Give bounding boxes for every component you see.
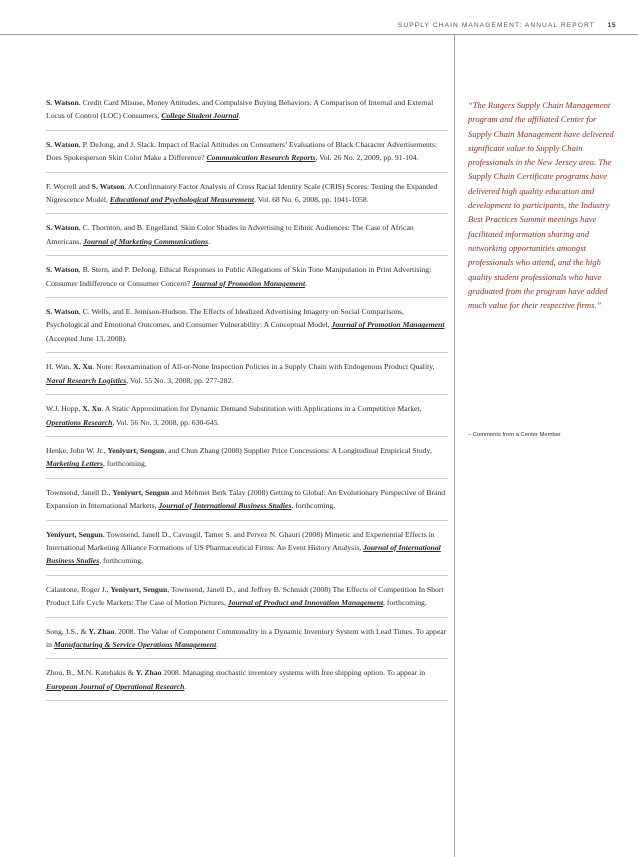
- journal-title: Operations Research: [46, 417, 113, 427]
- citation-text: , Vol. 55 No. 3, 2008, pp. 277-282.: [126, 375, 234, 385]
- citation-text: . 2008. The Value of Component Commonality in a Dynamic Inventory System with Lead Times. To appear in: [46, 626, 447, 649]
- reference-entry: [46, 138, 448, 173]
- journal-title: Marketing Letters: [46, 459, 104, 469]
- reference-entry: [46, 583, 448, 618]
- journal-title: Journal of Promotion Management: [192, 278, 306, 288]
- author-name: S. Watson: [46, 223, 79, 233]
- citation-text: .: [238, 111, 241, 121]
- journal-title: Journal of Promotion Management: [331, 320, 445, 330]
- citation-text: , C. Wells, and E. Jemison-Hudson. The Effects of Idealized Advertising Imagery on Social Comparisons, Psychological and Emotional Outcomes, and Consumer Vulnerability: A Conceptual Model,: [46, 307, 404, 330]
- citation-text: , and Chun Zhang (2008) Supplier Price Concessions: A Longitudinal Empirical Study,: [164, 445, 432, 455]
- reference-entry: [46, 180, 448, 215]
- citation-text: Calantone, Roger J.,: [46, 584, 111, 594]
- citation-text: .: [216, 639, 219, 649]
- citation-text: . A Confirmatory Factor Analysis of Cross Racial Identity Scale (CRIS) Scores: Testing the Expanded Nigrescence Model,: [46, 181, 438, 205]
- citation-text: 2008. Managing stochastic inventory systems with free shipping option. To appear in: [161, 668, 426, 678]
- citation-text: , forthcoming.: [103, 459, 147, 469]
- reference-entry: [46, 486, 448, 521]
- citation-text: W.J. Hopp,: [46, 404, 83, 414]
- reference-list: [46, 96, 448, 708]
- citation-text: and Mehmet Berk Talay (2008) Getting to Global: An Evolutionary Perspective of Brand Expansion in International Markets,: [46, 487, 446, 511]
- citation-text: .: [208, 236, 211, 246]
- citation-text: . Note: Reexamination of All-or-None Inspection Policies in a Supply Chain with Endogenous Product Quality,: [92, 362, 435, 372]
- author-name: S. Watson: [46, 139, 79, 149]
- testimonial-quote: “The Rutgers Supply Chain Management program and the affiliated Center for Supply Chain Management have delivered significant value to Supply Chain professionals in the New Jersey area. The Supply Chain Certificate programs have delivered high quality education and development to participants, the Industry Best Practices Summit meetings have facilitated information sharing and networking opportunities amongst professionals who attend, and the high quality student professionals who have graduated from the program have added much value for their respective firms.”: [468, 100, 614, 311]
- running-header: [398, 22, 616, 29]
- citation-text: (Accepted June 13, 2008).: [46, 333, 127, 343]
- citation-text: . A Static Approximation for Dynamic Demand Substitution with Applications in a Competitive Market,: [101, 404, 422, 414]
- reference-entry: [46, 625, 448, 660]
- author-name: Yeniyurt, Sengun: [112, 487, 170, 497]
- citation-text: , Vol. 68 No. 6, 2008, pp. 1041-1058.: [253, 195, 369, 205]
- citation-text: , Vol. 26 No. 2, 2009, pp. 91-104.: [315, 153, 419, 163]
- citation-text: , Vol. 56 No. 3, 2008, pp. 630-645.: [112, 417, 220, 427]
- citation-text: , P. DeJong, and J. Slack. Impact of Racial Attitudes on Consumers’ Evaluations of Black Character Advertisements: Does Spokesperson Skin Color Make a Difference?: [46, 139, 438, 163]
- journal-title: Naval Research Logistics: [46, 375, 127, 385]
- reference-entry: [46, 360, 448, 395]
- journal-title: Journal of Product and Innovation Management: [227, 598, 384, 608]
- reference-entry: [46, 96, 448, 131]
- citation-text: .: [305, 278, 307, 288]
- author-name: Yeniyurt, Sengun: [46, 529, 103, 539]
- citation-text: , C. Thornton, and B. Engelland. Skin Color Shades in Advertising to Ethnic Audiences: The Case of African Americans,: [46, 223, 414, 246]
- author-name: S. Watson: [46, 265, 79, 275]
- citation-text: F. Worrell and: [46, 181, 92, 191]
- author-name: X. Xu: [82, 404, 102, 414]
- citation-text: Henke, John W. Jr.,: [46, 445, 108, 455]
- author-name: X. Xu: [73, 362, 93, 372]
- journal-title: Journal of Marketing Communications: [83, 236, 209, 246]
- author-name: Y. Zhao: [88, 626, 115, 636]
- reference-entry: [46, 666, 448, 701]
- citation-text: , Townsend, Janell D., and Jeffrey B. Schmidt (2008) The Effects of Competition In Short Product Life Cycle Markets: The Case of Motion Pictures,: [46, 584, 444, 608]
- testimonial-attribution: – Comments from a Center Member: [468, 432, 561, 438]
- journal-title: Journal of International Business Studies: [158, 501, 292, 511]
- journal-title: Manufacturing & Service Operations Management: [53, 639, 217, 649]
- page-number: 15: [607, 22, 616, 29]
- citation-text: , forthcoming.: [383, 598, 427, 608]
- citation-text: Song, J.S., &: [46, 626, 89, 636]
- journal-title: College Student Journal: [161, 111, 239, 121]
- citation-text: , B. Stern, and P. DeJong. Ethical Responses to Public Allegations of Skin Tone Manipulation in Print Advertising: Consumer Indifference or Consumer Concern?: [46, 265, 432, 288]
- citation-text: Zhou, B., M.N. Katehakis &: [46, 668, 136, 678]
- reference-entry: [46, 221, 448, 256]
- author-name: Yeniyurt, Sengun: [110, 584, 168, 594]
- journal-title: European Journal of Operational Research: [46, 681, 185, 691]
- citation-text: Townsend, Janell D.,: [46, 487, 113, 497]
- report-title: SUPPLY CHAIN MANAGEMENT: ANNUAL REPORT: [397, 22, 595, 29]
- author-name: S. Watson: [46, 98, 79, 107]
- citation-text: , forthcoming.: [99, 556, 143, 566]
- citation-text: , Townsend, Janell D., Cavusgil, Tamer S. and Pervez N. Ghauri (2008) Mimetic and Experiential Effects in International Marketing Alliance Formations of US Pharmaceutical Firms: An Event History Analysis,: [46, 529, 435, 552]
- reference-entry: [46, 305, 448, 353]
- journal-title: Educational and Psychological Measurement: [109, 195, 254, 205]
- reference-entry: [46, 263, 448, 298]
- author-name: Yeniyurt, Sengun: [107, 445, 165, 455]
- author-name: S. Watson: [91, 181, 125, 191]
- citation-text: . Credit Card Misuse, Money Attitudes, and Compulsive Buying Behaviors: A Comparison of Internal and External Locus of Control (LOC) Consumers,: [46, 98, 434, 121]
- journal-title: Journal of International Business Studies: [46, 542, 441, 566]
- author-name: Y. Zhao: [135, 668, 162, 678]
- reference-entry: [46, 402, 448, 437]
- citation-text: H. Wan,: [46, 362, 73, 372]
- reference-entry: [46, 528, 448, 576]
- reference-entry: [46, 444, 448, 479]
- citation-text: .: [184, 681, 187, 691]
- citation-text: , forthcoming.: [291, 501, 336, 511]
- journal-title: Communication Research Reports: [206, 153, 316, 163]
- author-name: S. Watson: [46, 307, 79, 317]
